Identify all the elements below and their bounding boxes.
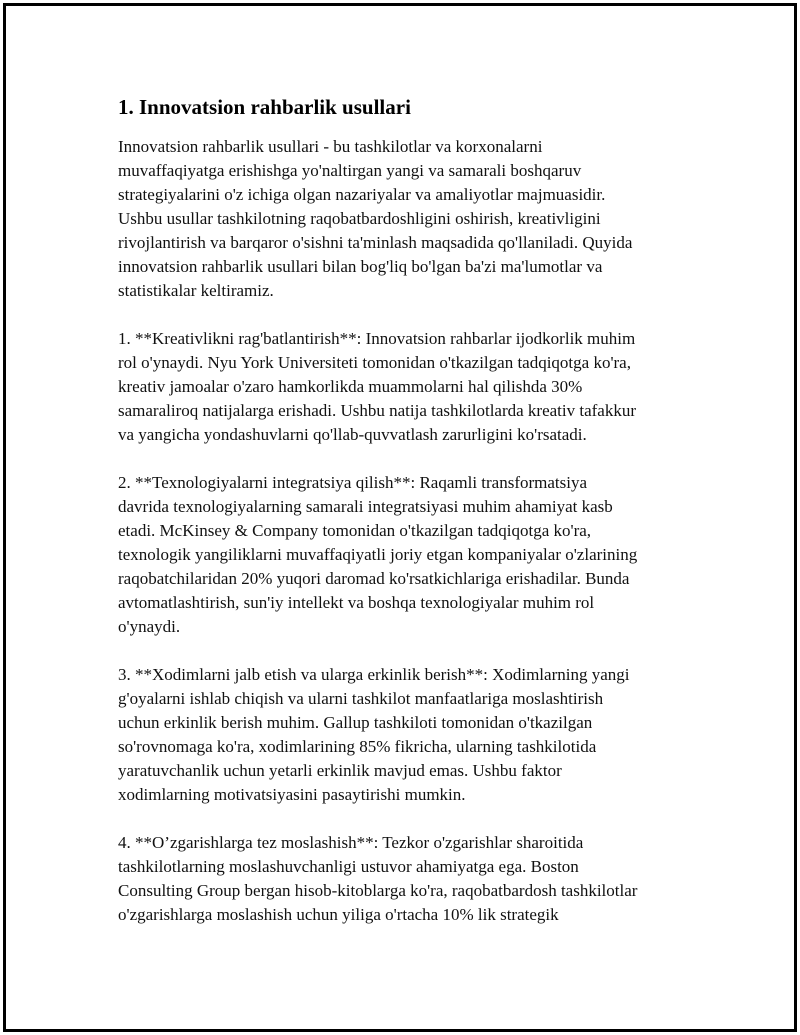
paragraph-employees: 3. **Xodimlarni jalb etish va ularga erkinlik berish**: Xodimlarning yangi g'oyalarni ishlab chiqish va ularni tashkilot manfaatlariga moslashtirish uchun erkinlik berish muhim. Gallup tashkiloti tomonidan o'tkazilgan so'rovnomaga ko'ra, xodimlarining 85% fikricha, ularning tashkilotida yaratuvchanlik uchun yetarli erkinlik mavjud emas. Ushbu faktor xodimlarning motivatsiyasini pasaytirishi mumkin. — [118, 665, 630, 804]
paragraph-adaptation: 4. **O’zgarishlarga tez moslashish**: Tezkor o'zgarishlar sharoitida tashkilotlarning moslashuvchanligi ustuvor ahamiyatga ega. Boston Consulting Group bergan hisob-kitoblarga ko'ra, raqobatbardosh tashkilotlar o'zgarishlarga moslashish uchun yiliga o'rtacha 10% lik strategik — [118, 833, 638, 924]
intro-paragraph: Innovatsion rahbarlik usullari - bu tashkilotlar va korxonalarni muvaffaqiyatga erishishga yo'naltirgan yangi va samarali boshqaruv strategiyalarini o'z ichiga olgan nazariyalar va amaliyotlar majmuasidir. Ushbu usullar tashkilotning raqobatbardoshligini oshirish, kreativligini rivojlantirish va barqaror o'sishni ta'minlash maqsadida qo'llaniladi. Quyida innovatsion rahbarlik usullari bilan bog'liq bo'lgan ba'zi ma'lumotlar va statistikalar keltiramiz. — [118, 137, 633, 300]
paragraph-creativity: 1. **Kreativlikni rag'batlantirish**: Innovatsion rahbarlar ijodkorlik muhim rol o'ynaydi. Nyu York Universiteti tomonidan o'tkazilgan tadqiqotga ko'ra, kreativ jamoalar o'zaro hamkorlikda muammolarni hal qilishda 30% samaraliroq natijalarga erishadi. Ushbu natija tashkilotlarda kreativ tafakkur va yangicha yondashuvlarni qo'llab-quvvatlash zarurligini ko'rsatadi. — [118, 329, 637, 444]
paragraph-technology: 2. **Texnologiyalarni integratsiya qilish**: Raqamli transformatsiya davrida texnologiyalarning samarali integratsiyasi muhim ahamiyat kasb etadi. McKinsey & Company tomonidan o'tkazilgan tadqiqotga ko'ra, texnologik yangiliklarni muvaffaqiyatli joriy etgan kompaniyalar o'zlarining raqobatchilaridan 20% yuqori daromad ko'rsatkichlariga erishadilar. Bunda avtomatlashtirish, sun'iy intellekt va boshqa texnologiyalar muhim rol o'ynaydi. — [118, 473, 638, 636]
section-heading: 1. Innovatsion rahbarlik usullari — [118, 95, 411, 119]
document-body — [118, 93, 688, 951]
